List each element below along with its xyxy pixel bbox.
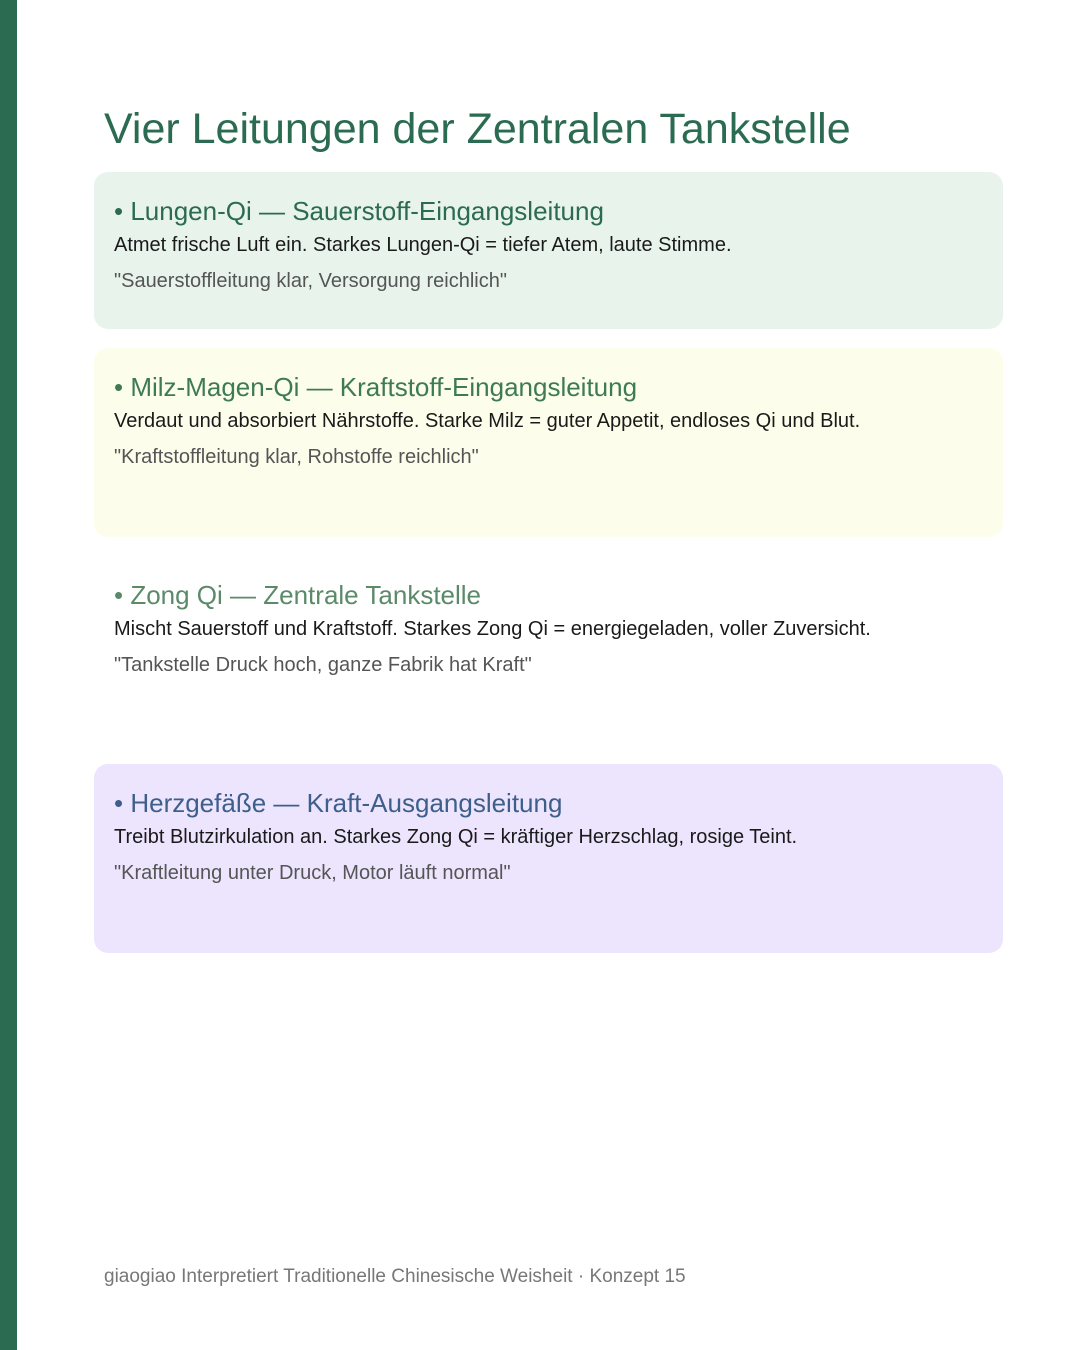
card-heading: • Zong Qi — Zentrale Tankstelle	[114, 580, 482, 610]
card-quote: "Kraftleitung unter Druck, Motor läuft normal"	[114, 862, 511, 884]
card-quote: "Tankstelle Druck hoch, ganze Fabrik hat Kraft"	[114, 654, 532, 676]
page-title: Vier Leitungen der Zentralen Tankstelle	[104, 105, 851, 153]
card-description: Mischt Sauerstoff und Kraftstoff. Starkes Zong Qi = energiegeladen, voller Zuversicht.	[114, 618, 871, 640]
card-milz-magen-qi	[94, 348, 1003, 537]
card-lungen-qi	[94, 172, 1003, 329]
card-description: Treibt Blutzirkulation an. Starkes Zong Qi = kräftiger Herzschlag, rosige Teint.	[114, 826, 798, 848]
card-heading: • Herzgefäße — Kraft-Ausgangsleitung	[114, 788, 563, 818]
card-zong-qi	[94, 556, 1003, 746]
card-quote: "Kraftstoffleitung klar, Rohstoffe reichlich"	[114, 446, 479, 468]
accent-bar	[0, 0, 17, 1350]
card-herzgefaesse	[94, 764, 1003, 953]
card-description: Atmet frische Luft ein. Starkes Lungen-Qi = tiefer Atem, laute Stimme.	[114, 234, 732, 256]
page-footer: giaogiao Interpretiert Traditionelle Chinesische Weisheit · Konzept 15	[104, 1266, 686, 1287]
card-quote: "Sauerstoffleitung klar, Versorgung reichlich"	[114, 270, 507, 292]
card-description: Verdaut und absorbiert Nährstoffe. Starke Milz = guter Appetit, endloses Qi und Blut.	[114, 410, 861, 432]
card-heading: • Milz-Magen-Qi — Kraftstoff-Eingangsleitung	[114, 372, 638, 402]
card-heading: • Lungen-Qi — Sauerstoff-Eingangsleitung	[114, 196, 604, 226]
